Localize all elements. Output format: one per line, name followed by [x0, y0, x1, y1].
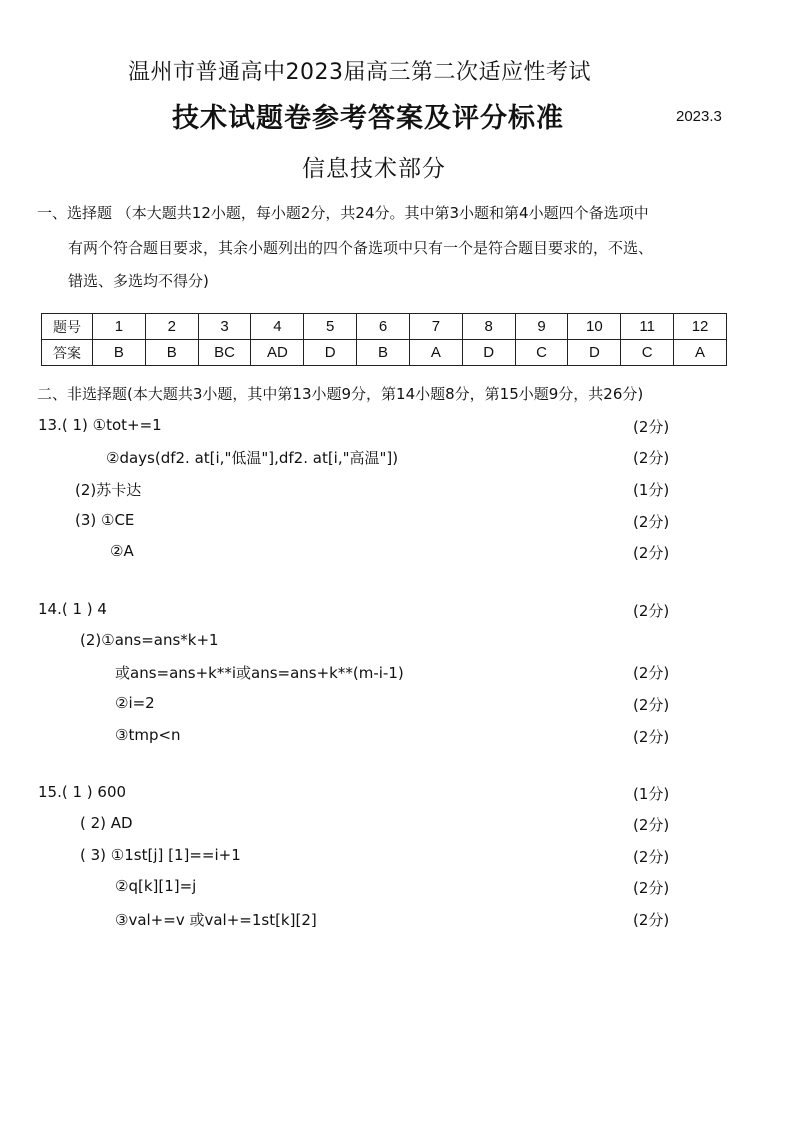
part1-intro-line3: 错选、多选均不得分): [68, 272, 209, 290]
score-15-3b: (2分): [633, 879, 670, 897]
question-number: 6: [357, 314, 410, 340]
score-15-1: (1分): [633, 785, 670, 803]
exam-title: 温州市普通高中2023届高三第二次适应性考试: [128, 60, 591, 85]
score-13-1: (2分): [633, 418, 670, 436]
answer-cell: B: [145, 340, 198, 366]
score-14-2c: (2分): [633, 728, 670, 746]
answer-line-14-1: 14.( 1 ) 4: [38, 600, 107, 618]
answer-line-13-3: (3) ①CE: [75, 511, 135, 529]
table-row-answers: [42, 340, 727, 366]
question-number: 10: [568, 314, 621, 340]
answer-line-14-2c: ③tmp<n: [115, 726, 181, 744]
part1-intro-line1: 一、选择题 （本大题共12小题，每小题2分，共24分。其中第3小题和第4小题四个备选项中: [37, 204, 649, 222]
answer-cell: D: [304, 340, 357, 366]
answer-cell: BC: [198, 340, 251, 366]
answer-line-13-3b: ②A: [110, 542, 134, 560]
row-label-number: 题号: [42, 314, 93, 340]
score-14-2b: (2分): [633, 696, 670, 714]
answer-line-14-2b: ②i=2: [115, 694, 155, 712]
score-15-3: (2分): [633, 848, 670, 866]
score-15-3c: (2分): [633, 911, 670, 929]
answer-line-15-2: ( 2) AD: [80, 814, 133, 832]
answer-line-15-3b: ②q[k][1]=j: [115, 877, 197, 895]
question-number: 4: [251, 314, 304, 340]
answer-table: [41, 313, 727, 366]
part2-intro: 二、非选择题(本大题共3小题，其中第13小题9分，第14小题8分，第15小题9分，共26分): [37, 385, 644, 403]
question-number: 8: [462, 314, 515, 340]
answer-cell: A: [674, 340, 727, 366]
answer-line-14-2-alt: 或ans=ans+k**i或ans=ans+k**(m-i-1): [115, 664, 404, 682]
answer-line-13-1: 13.( 1) ①tot+=1: [38, 416, 162, 434]
answer-cell: C: [515, 340, 568, 366]
answer-cell: AD: [251, 340, 304, 366]
part1-intro-line2: 有两个符合题目要求，其余小题列出的四个备选项中只有一个是符合题目要求的，不选、: [68, 239, 654, 257]
answer-line-15-3c: ③val+=v 或val+=1st[k][2]: [115, 911, 317, 929]
question-number: 1: [93, 314, 146, 340]
answer-line-13-2: (2)苏卡达: [75, 481, 142, 499]
answer-line-13-1b: ②days(df2. at[i,"低温"],df2. at[i,"高温"]): [106, 449, 399, 467]
answer-key-title: 技术试题卷参考答案及评分标准: [172, 103, 564, 134]
answer-cell: A: [409, 340, 462, 366]
question-number: 7: [409, 314, 462, 340]
table-row-numbers: [42, 314, 727, 340]
score-13-3: (2分): [633, 513, 670, 531]
question-number: 9: [515, 314, 568, 340]
answer-cell: C: [621, 340, 674, 366]
answer-cell: D: [568, 340, 621, 366]
score-15-2: (2分): [633, 816, 670, 834]
question-number: 12: [674, 314, 727, 340]
answer-cell: B: [357, 340, 410, 366]
section-title: 信息技术部分: [302, 156, 446, 182]
score-14-1: (2分): [633, 602, 670, 620]
answer-cell: B: [93, 340, 146, 366]
score-13-3b: (2分): [633, 544, 670, 562]
row-label-answer: 答案: [42, 340, 93, 366]
answer-line-14-2: (2)①ans=ans*k+1: [80, 631, 219, 649]
exam-date: 2023.3: [676, 108, 722, 125]
answer-cell: D: [462, 340, 515, 366]
score-13-1b: (2分): [633, 449, 670, 467]
question-number: 11: [621, 314, 674, 340]
score-13-2: (1分): [633, 481, 670, 499]
question-number: 5: [304, 314, 357, 340]
answer-line-15-3: ( 3) ①1st[j] [1]==i+1: [80, 846, 241, 864]
question-number: 3: [198, 314, 251, 340]
score-14-2: (2分): [633, 664, 670, 682]
question-number: 2: [145, 314, 198, 340]
answer-line-15-1: 15.( 1 ) 600: [38, 783, 127, 801]
